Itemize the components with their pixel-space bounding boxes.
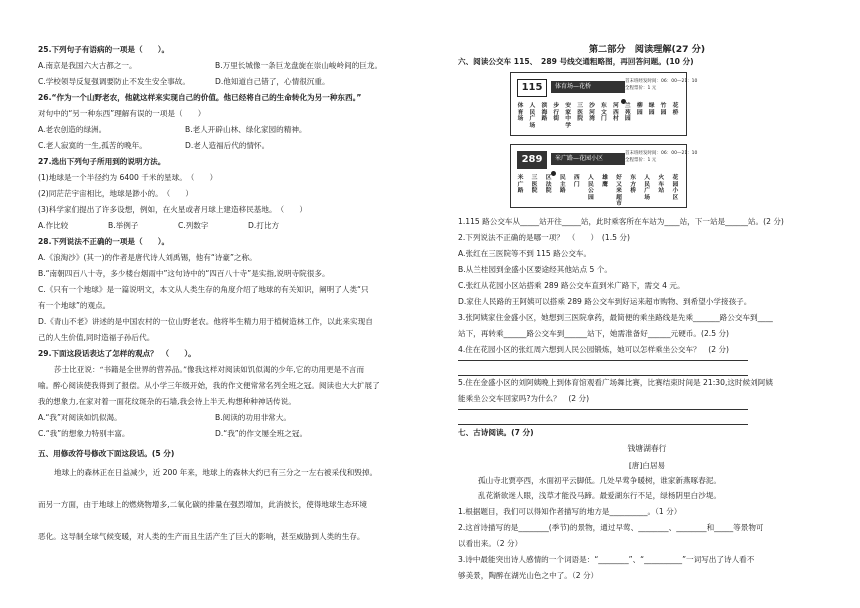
bus-stop-label: 兰苑园 [624, 103, 631, 123]
bus-stop-label: 竹园 [660, 103, 667, 116]
bus-115-fare: 全程票价：1 元 [625, 86, 657, 91]
q27-sentence-3: (3)科学家们提出了许多设想，例如，在火星或者月球上建造移民基地。 （ ） [38, 205, 307, 214]
q27-option-b: B.举例子 [108, 221, 139, 230]
poem-line-2: 乱花渐欲迷人眼，浅草才能没马蹄。最爱湖东行不足，绿杨阴里白沙堤。 [478, 491, 721, 500]
q28-stem: 28.下列说法不正确的一项是（ ）。 [38, 237, 170, 246]
q26-option-a: A.老农创造的绿洲。 [38, 125, 107, 134]
bus-stop-label: 人民公园 [587, 175, 594, 201]
bus-289-number: 289 [517, 151, 547, 169]
q28-option-c-line1: C.《只有一个地球》是一篇说明文，本文从人类生存的角度介绍了地球的有关知识，阐明了人类“只 [38, 285, 369, 294]
q29-passage-line1: 莎士比亚说：“书籍是全世界的营养品。”像我这样对阅读如饥似渴的少年,它的功用更是不言而 [54, 365, 365, 374]
poem-title: 钱塘湖春行 [627, 444, 667, 453]
q28-option-a: A.《浪淘沙》(其一)的作者是唐代诗人刘禹锡，他有“诗豪”之称。 [38, 253, 257, 262]
bus-stop-label: 安家中学 [565, 103, 572, 129]
poem-question-2-line2: 以看出来。（2 分） [458, 539, 523, 548]
q27-option-a: A.作比较 [38, 221, 69, 230]
bus-question-3-line2: 站下，再转乘______路公交车到______站下，她需准备好______元硬币。(2.5 分) [458, 329, 730, 338]
part-two-title: 第二部分 阅读理解(27 分) [588, 44, 706, 55]
q26-stem-line1: 26.“作为一个山野老农，他就这样来实现自己的价值。他已经将自己的生命转化为另一种东西。” [38, 93, 362, 102]
bus-289-route-label: 米广路—花园小区 [551, 153, 625, 165]
bus-stop-label: 米广路 [517, 175, 524, 195]
q25-stem: 25.下列句子有语病的一项是（ ）。 [38, 45, 170, 54]
q28-option-b: B.“南朝四百八十寺，多少楼台烟雨中”这句诗中的“四百八十寺”是实指,说明寺院很多。 [38, 269, 330, 278]
bus-stop-label: 区法院 [545, 175, 552, 195]
q26-stem-line2: 对句中的“另一种东西”理解有误的一项是（ ） [38, 109, 206, 118]
q28-option-c-line2: 有一个地球”的观点。 [38, 301, 111, 310]
bus-stop-label: 好又来超市 [616, 175, 622, 208]
answer-line [458, 374, 748, 376]
bus-question-2-option-b: B.从兰桂园到金盛小区要途经其他站点 5 个。 [458, 265, 612, 274]
q25-option-a: A.南京是我国六大古都之一。 [38, 61, 137, 70]
section5-paragraph-line1: 地球上的森林正在日益减少，近 200 年来，地球上的森林大约已有三分之一左右被采伐和毁掉。 [54, 468, 378, 477]
section7-title: 七、古诗阅读。(7 分) [458, 428, 534, 437]
bus-stop-label: 西门 [573, 175, 580, 188]
answer-line [458, 408, 748, 410]
q28-option-d-line2: 己的人生价值,同时造福子孙后代。 [38, 333, 155, 342]
q29-option-a: A.“我”对阅读如饥似渴。 [38, 413, 122, 422]
bus-stop-label: 民主路 [559, 175, 566, 195]
poem-question-1: 1.根据题目，我们可以得知作者描写的地方是__________。（1 分） [458, 507, 682, 516]
section5-paragraph-line3: 恶化。这导制全球气候变暖，对人类的生产而且生活产生了巨大的影响，甚至威胁到人类的生存。 [38, 532, 365, 541]
bus-question-2-option-a: A.张红在三医院等不到 115 路公交车。 [458, 249, 592, 258]
section5-paragraph-line2: 而另一方面，由于地球上的燃烧物增多,二氧化碳的排量在强烈增加，此消彼长，使得地球生态环境 [38, 500, 367, 509]
bus-115-route-map [510, 72, 698, 136]
q25-option-b: B.万里长城像一条巨龙盘旋在崇山峻岭间的巨龙。 [215, 61, 383, 70]
poem-question-2-line1: 2.这首诗描写的是________(季节)的景物，通过早莺、________、________和_____等景物可 [458, 523, 764, 532]
bus-115-number: 115 [517, 79, 547, 97]
bus-stop-label: 东方桥 [630, 175, 637, 195]
bus-stop-label: 绿园 [648, 103, 655, 116]
bus-stop-label: 滨海路 [541, 103, 548, 123]
bus-stop-label: 柳园 [636, 103, 643, 116]
bus-115-schedule: 首末班经发时间：06：00—21：10 [625, 79, 698, 84]
bus-question-2-option-c: C.张红从花园小区站搭乘 289 路公交车直到米广路下，需交 4 元。 [458, 281, 685, 290]
bus-289-schedule: 首末班经发时间：06：00—21：10 [625, 151, 698, 156]
q27-option-d: D.打比方 [248, 221, 280, 230]
bus-question-3-line1: 3.张阿姨家住金盛小区，她想到三医院拿药，最简便的乘坐路线是先乘_______路公交车到____ [458, 313, 773, 322]
q28-option-d-line1: D.《青山不老》讲述的是中国农村的一位山野老农。他将毕生精力用于植树造林工作，以此来实现自 [38, 317, 373, 326]
bus-stop-label: 人民广场 [644, 175, 651, 201]
q29-passage-line3: 我的想象力,在家对着一面花纹斑杂的石墙,我会待上半天,构想种种神话传说。 [38, 397, 296, 406]
poem-question-3-line2: 够美景，陶醉在湖光山色之中了。（2 分） [458, 571, 599, 580]
bus-question-1: 1.115 路公交车从_____站开往_____站，此时乘客所在车站为____站，下一站是______站。(2 分) [458, 217, 784, 226]
poem-question-3-line1: 3.诗中最能突出诗人感情的一个词语是：“________”、“__________”一词写出了诗人看不 [458, 555, 755, 564]
bus-question-5-line2: 能乘坐公交车回家吗?为什么？ (2 分) [458, 394, 590, 403]
bus-stop-label: 东文门 [601, 103, 607, 123]
section6-title: 六、阅读公交车 115、 289 号线交通粗略图，再回答问题。(10 分) [458, 57, 694, 66]
q29-option-d: D.“我”的作文屡全班之冠。 [215, 429, 308, 438]
q26-option-b: B.老人开辟山林、绿化家园的精神。 [185, 125, 307, 134]
q27-stem: 27.选出下列句子所用到的说明方法。 [38, 157, 166, 166]
bus-stop-label: 人民广场 [529, 103, 536, 129]
bus-289-route-map [510, 144, 698, 208]
bus-289-fare: 全程票价：1 元 [625, 158, 657, 163]
poem-author: [唐]白居易 [628, 461, 666, 470]
poem-line-1: 孤山寺北贾亭西，水面初平云脚低。几处早莺争暖树，谁家新燕啄春泥。 [478, 476, 721, 485]
bus-115-stop-list [517, 103, 679, 129]
bus-stop-label: 沙河湾 [589, 103, 595, 123]
bus-115-route-label: 体育场—花桥 [551, 81, 625, 93]
bus-stop-label: 步行街 [553, 103, 560, 123]
q29-stem: 29.下面这段话表达了怎样的观点？ （ ）。 [38, 349, 196, 358]
q27-option-c: C.列数字 [178, 221, 209, 230]
bus-stop-label: 三医院 [531, 175, 538, 195]
bus-289-stop-list [517, 175, 679, 208]
q29-passage-line2: 喻。醉心阅读使我得到了报偿。从小学三年级开始，我的作文便常常名列全班之冠。阅读也大大扩展了 [38, 381, 380, 390]
bus-stop-label: 体育场 [517, 103, 524, 123]
q27-sentence-2: (2)同茫茫宇宙相比，地球是渺小的。 （ ） [38, 189, 194, 198]
section5-title: 五、用修改符号修改下面这段话。(5 分) [38, 449, 175, 458]
bus-question-2-option-d: D.家住人民路的王阿姨可以搭乘 289 路公交车到好运来超市购物、到希望小学接孩子。 [458, 297, 752, 306]
bus-stop-label: 花桥 [672, 103, 679, 116]
q26-option-d: D.老人造福后代的情怀。 [185, 141, 270, 150]
bus-stop-label: 三医院 [577, 103, 584, 123]
q25-option-d: D.他知道自己错了，心情很沉重。 [215, 77, 330, 86]
q29-option-c: C.“我”的想象力特别丰富。 [38, 429, 130, 438]
bus-question-5-line1: 5.住在金盛小区的刘阿姨晚上到体育馆观看广场舞比赛，比赛结束时间是 21:30,这时候刘阿姨 [458, 378, 773, 387]
q29-option-b: B.阅读的功用非常大。 [215, 413, 291, 422]
bus-stop-label: 火车站 [658, 175, 665, 195]
answer-line [458, 359, 748, 361]
bus-stop-label: 雄鹰 [602, 175, 608, 188]
q27-sentence-1: (1)地球是一个半径约为 6400 千米的星球。 （ ） [38, 173, 218, 182]
answer-line [458, 423, 748, 425]
bus-question-4: 4.住在花园小区的张红周六想到人民公园锻炼，她可以怎样乘坐公交车？ (2 分) [458, 345, 730, 354]
bus-stop-label: 花园小区 [672, 175, 679, 201]
q25-option-c: C.学校领导反复强调要防止不发生安全事故。 [38, 77, 190, 86]
q26-option-c: C.老人寂寞的一生,孤苦的晚年。 [38, 141, 147, 150]
bus-stop-label: 河西村 [612, 103, 619, 123]
bus-question-2: 2.下列说法不正确的是哪一项？ （ ） (1.5 分) [458, 233, 630, 242]
